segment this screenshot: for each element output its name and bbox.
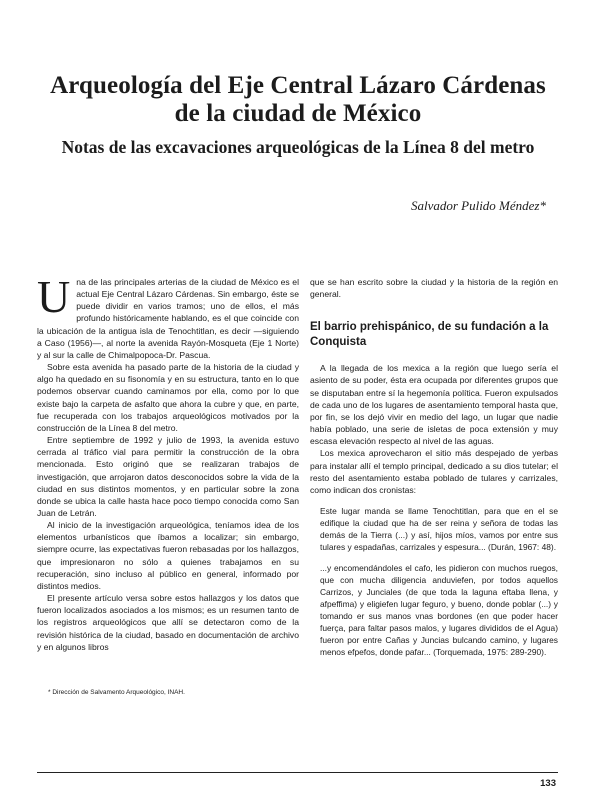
- article-title: [20, 72, 576, 128]
- paragraph-4: Al inicio de la investigación arqueológica, teníamos idea de los elementos urbanísticos que íbamos a localizar; sin embargo, siempre ocurre, las expectativas fueron rebasadas por los hallazgos, que impresionaron no sólo a quienes trabajamos en su recuperación, sino incluso al público en general, informado por distintos medios.: [37, 520, 299, 591]
- paragraph-1: [37, 271, 299, 361]
- left-column: [37, 271, 299, 653]
- quote-2-text: ...y encomendándoles el cafo, les pidieron con muchos ruegos, que con mucha diligencia anduviefen, por todos aquellos Carrizos, y Junciales (de que toda la laguna eftaba llena, y afpeffima) y eligiefen lugar feguro, y bueno, donde poblar (...) y tomando er sus manos vnas bordones (en que poder hacer fuerça, para faltar pasos malos, y lugares divididos de el Agua) fueron por entre Cañas y Juncias bulcando camino, y lugares menos efpefos, donde pafar... (Torquemada, 1975: 289-290).: [320, 563, 558, 658]
- title-line-2: de la ciudad de México: [174, 100, 422, 127]
- paragraph-8: Los mexica aprovecharon el sitio más despejado de yerbas para instalar allí el templo principal, dedicado a su dios tutelar; el resto del asentamiento estaba poblado de tulares y carrizales, como indican dos cronistas:: [310, 448, 558, 495]
- paragraph-2: Sobre esta avenida ha pasado parte de la historia de la ciudad y algo ha quedado en su fisonomía y en su estructura, tanto en lo que podemos observar cuando caminamos por ella, como por lo que existe bajo la carpeta de asfalto que ahora la cubre y que, en parte, fue recuperada con los trabajos arqueológicos motivados por la construcción de la Línea 8 del metro.: [37, 362, 299, 433]
- paragraph-5: El presente artículo versa sobre estos hallazgos y los datos que fueron localizados asociados a los mismos; es un resumen tanto de los registros arqueológicos que allí se detectaron como de la revisión histórica de la ciudad, basado en documentación de archivo y en algunos libros: [37, 593, 299, 652]
- block-quote-torquemada: [320, 562, 558, 658]
- paragraph-1-text: na de las principales arterias de la ciudad de México es el actual Eje Central Lázaro Cárdenas. Sin embargo, éste se puede dividir en varios tramos; uno de ellos, el más profundo históricamente hablando, es el que coincide con la ubicación de la antigua isla de Tenochtitlan, es decir —siguiendo a Caso (1956)—, al norte la avenida Rayón-Mosqueta (Eje 1 Norte) y al sur la calle de Chimalpopoca-Dr. Pascua.: [37, 277, 299, 360]
- footer-rule: [37, 772, 558, 773]
- drop-cap: U: [37, 271, 71, 322]
- section-heading: El barrio prehispánico, de su fundación a la Conquista: [310, 321, 549, 349]
- right-column: [310, 276, 558, 658]
- page-number: 133: [540, 778, 556, 789]
- quote-1-text: Este lugar manda se llame Tenochtitlan, para que en el se edifique la ciudad que ha de ser reina y señora de todas las demás de la Tierra (...) y así, hijos míos, vamos por entre sus tulares y espadañas, carrizales y espesura... (Durán, 1967: 48).: [320, 506, 558, 553]
- author-byline: Salvador Pulido Méndez*: [410, 198, 546, 213]
- footnote: * Dirección de Salvamento Arqueológico, INAH.: [48, 689, 185, 696]
- paragraph-7: A la llegada de los mexica a la región que luego sería el asiento de su poder, ésta era ocupada por diferentes grupos que se disputaban entre sí la hegemonía política. Fueron expulsados de cada uno de los lugares de asentamiento temporal hasta que, por fin, se los dejó vivir en medio del lago, un lugar que nadie había poblado, una serie de isletas de poca extensión y muy escasa elevación respecto al nivel de las aguas.: [310, 363, 558, 447]
- title-line-1: Arqueología del Eje Central Lázaro Cárdenas: [50, 72, 546, 99]
- paragraph-6: que se han escrito sobre la ciudad y la historia de la región en general.: [310, 277, 558, 300]
- paragraph-3: Entre septiembre de 1992 y julio de 1993, la avenida estuvo cerrada al tráfico vial para permitir la construcción de la obra mencionada. Esto originó que se realizaran trabajos de investigación, que arrojaron datos desconocidos sobre la vida de la ciudad en sus distintos momentos, y en particular sobre la zona donde se ubica la calle hasta hace poco tiempo conocida como San Juan de Letrán.: [37, 435, 299, 518]
- block-quote-duran: [320, 505, 558, 553]
- article-subtitle: Notas de las excavaciones arqueológicas de la Línea 8 del metro: [61, 137, 535, 157]
